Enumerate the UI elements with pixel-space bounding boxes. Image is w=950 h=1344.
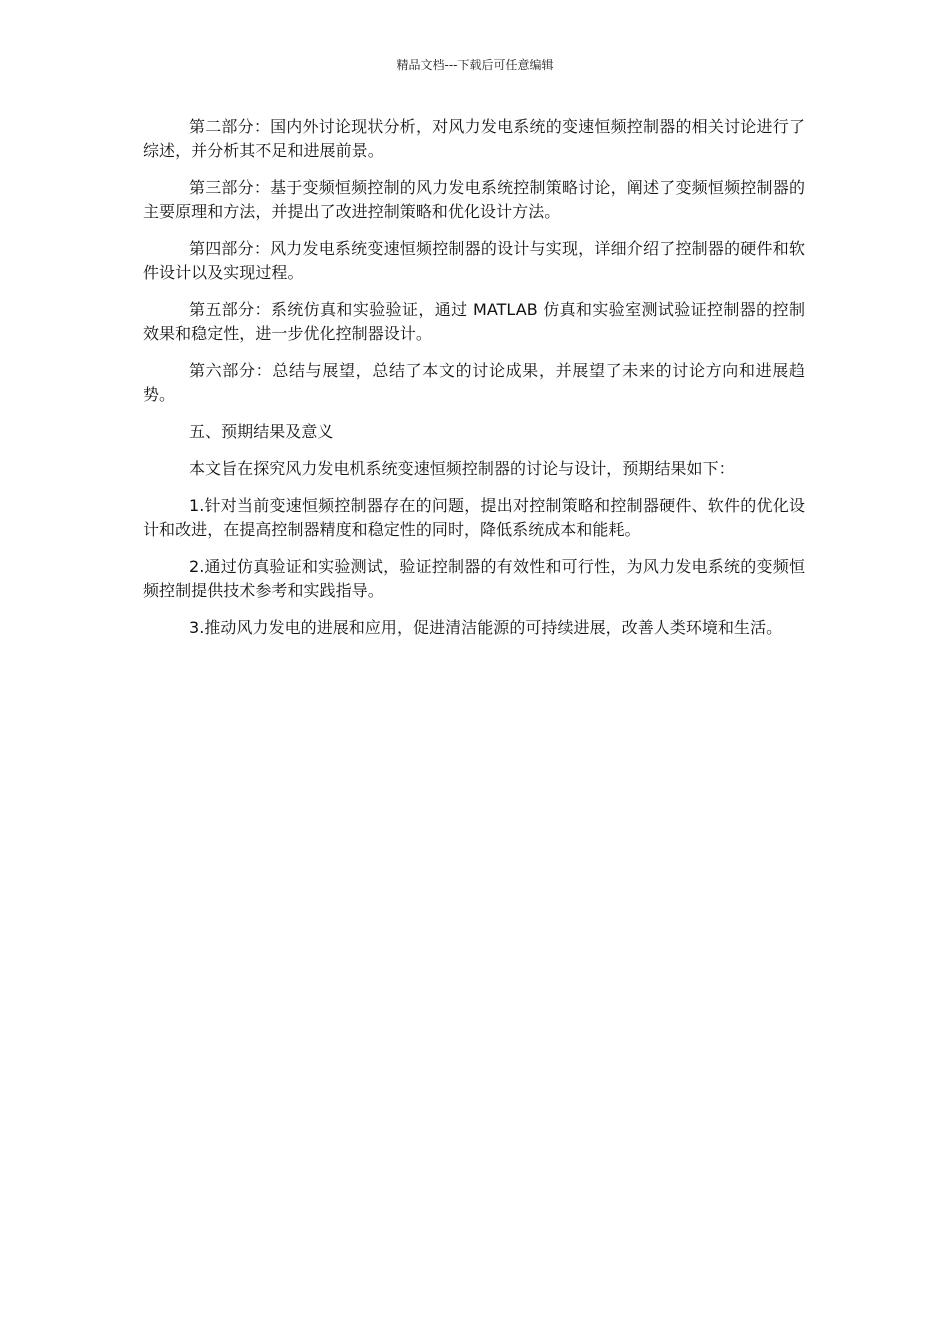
section-heading-expected-results: 五、预期结果及意义 bbox=[189, 422, 334, 441]
document-body bbox=[143, 115, 805, 653]
page-header: 精品文档---下载后可任意编辑 bbox=[396, 58, 554, 72]
paragraph-part-six: 第六部分：总结与展望，总结了本文的讨论成果，并展望了未来的讨论方向和进展趋势。 bbox=[143, 361, 805, 404]
paragraph-part-three: 第三部分：基于变频恒频控制的风力发电系统控制策略讨论，阐述了变频恒频控制器的主要原理和方法，并提出了改进控制策略和优化设计方法。 bbox=[143, 178, 805, 221]
list-item-result-2: 2.通过仿真验证和实验测试，验证控制器的有效性和可行性，为风力发电系统的变频恒频控制提供技术参考和实践指导。 bbox=[143, 557, 805, 600]
paragraph-intro-expected-results: 本文旨在探究风力发电机系统变速恒频控制器的讨论与设计，预期结果如下： bbox=[189, 459, 735, 478]
paragraph-part-five: 第五部分：系统仿真和实验验证，通过 MATLAB 仿真和实验室测试验证控制器的控制效果和稳定性，进一步优化控制器设计。 bbox=[143, 300, 805, 343]
paragraph-part-two: 第二部分：国内外讨论现状分析，对风力发电系统的变速恒频控制器的相关讨论进行了综述，并分析其不足和进展前景。 bbox=[143, 117, 805, 160]
list-item-result-1: 1.针对当前变速恒频控制器存在的问题，提出对控制策略和控制器硬件、软件的优化设计和改进，在提高控制器精度和稳定性的同时，降低系统成本和能耗。 bbox=[143, 496, 805, 539]
paragraph-part-four: 第四部分：风力发电系统变速恒频控制器的设计与实现，详细介绍了控制器的硬件和软件设计以及实现过程。 bbox=[143, 239, 805, 282]
list-item-result-3: 3.推动风力发电的进展和应用，促进清洁能源的可持续进展，改善人类环境和生活。 bbox=[189, 618, 783, 637]
